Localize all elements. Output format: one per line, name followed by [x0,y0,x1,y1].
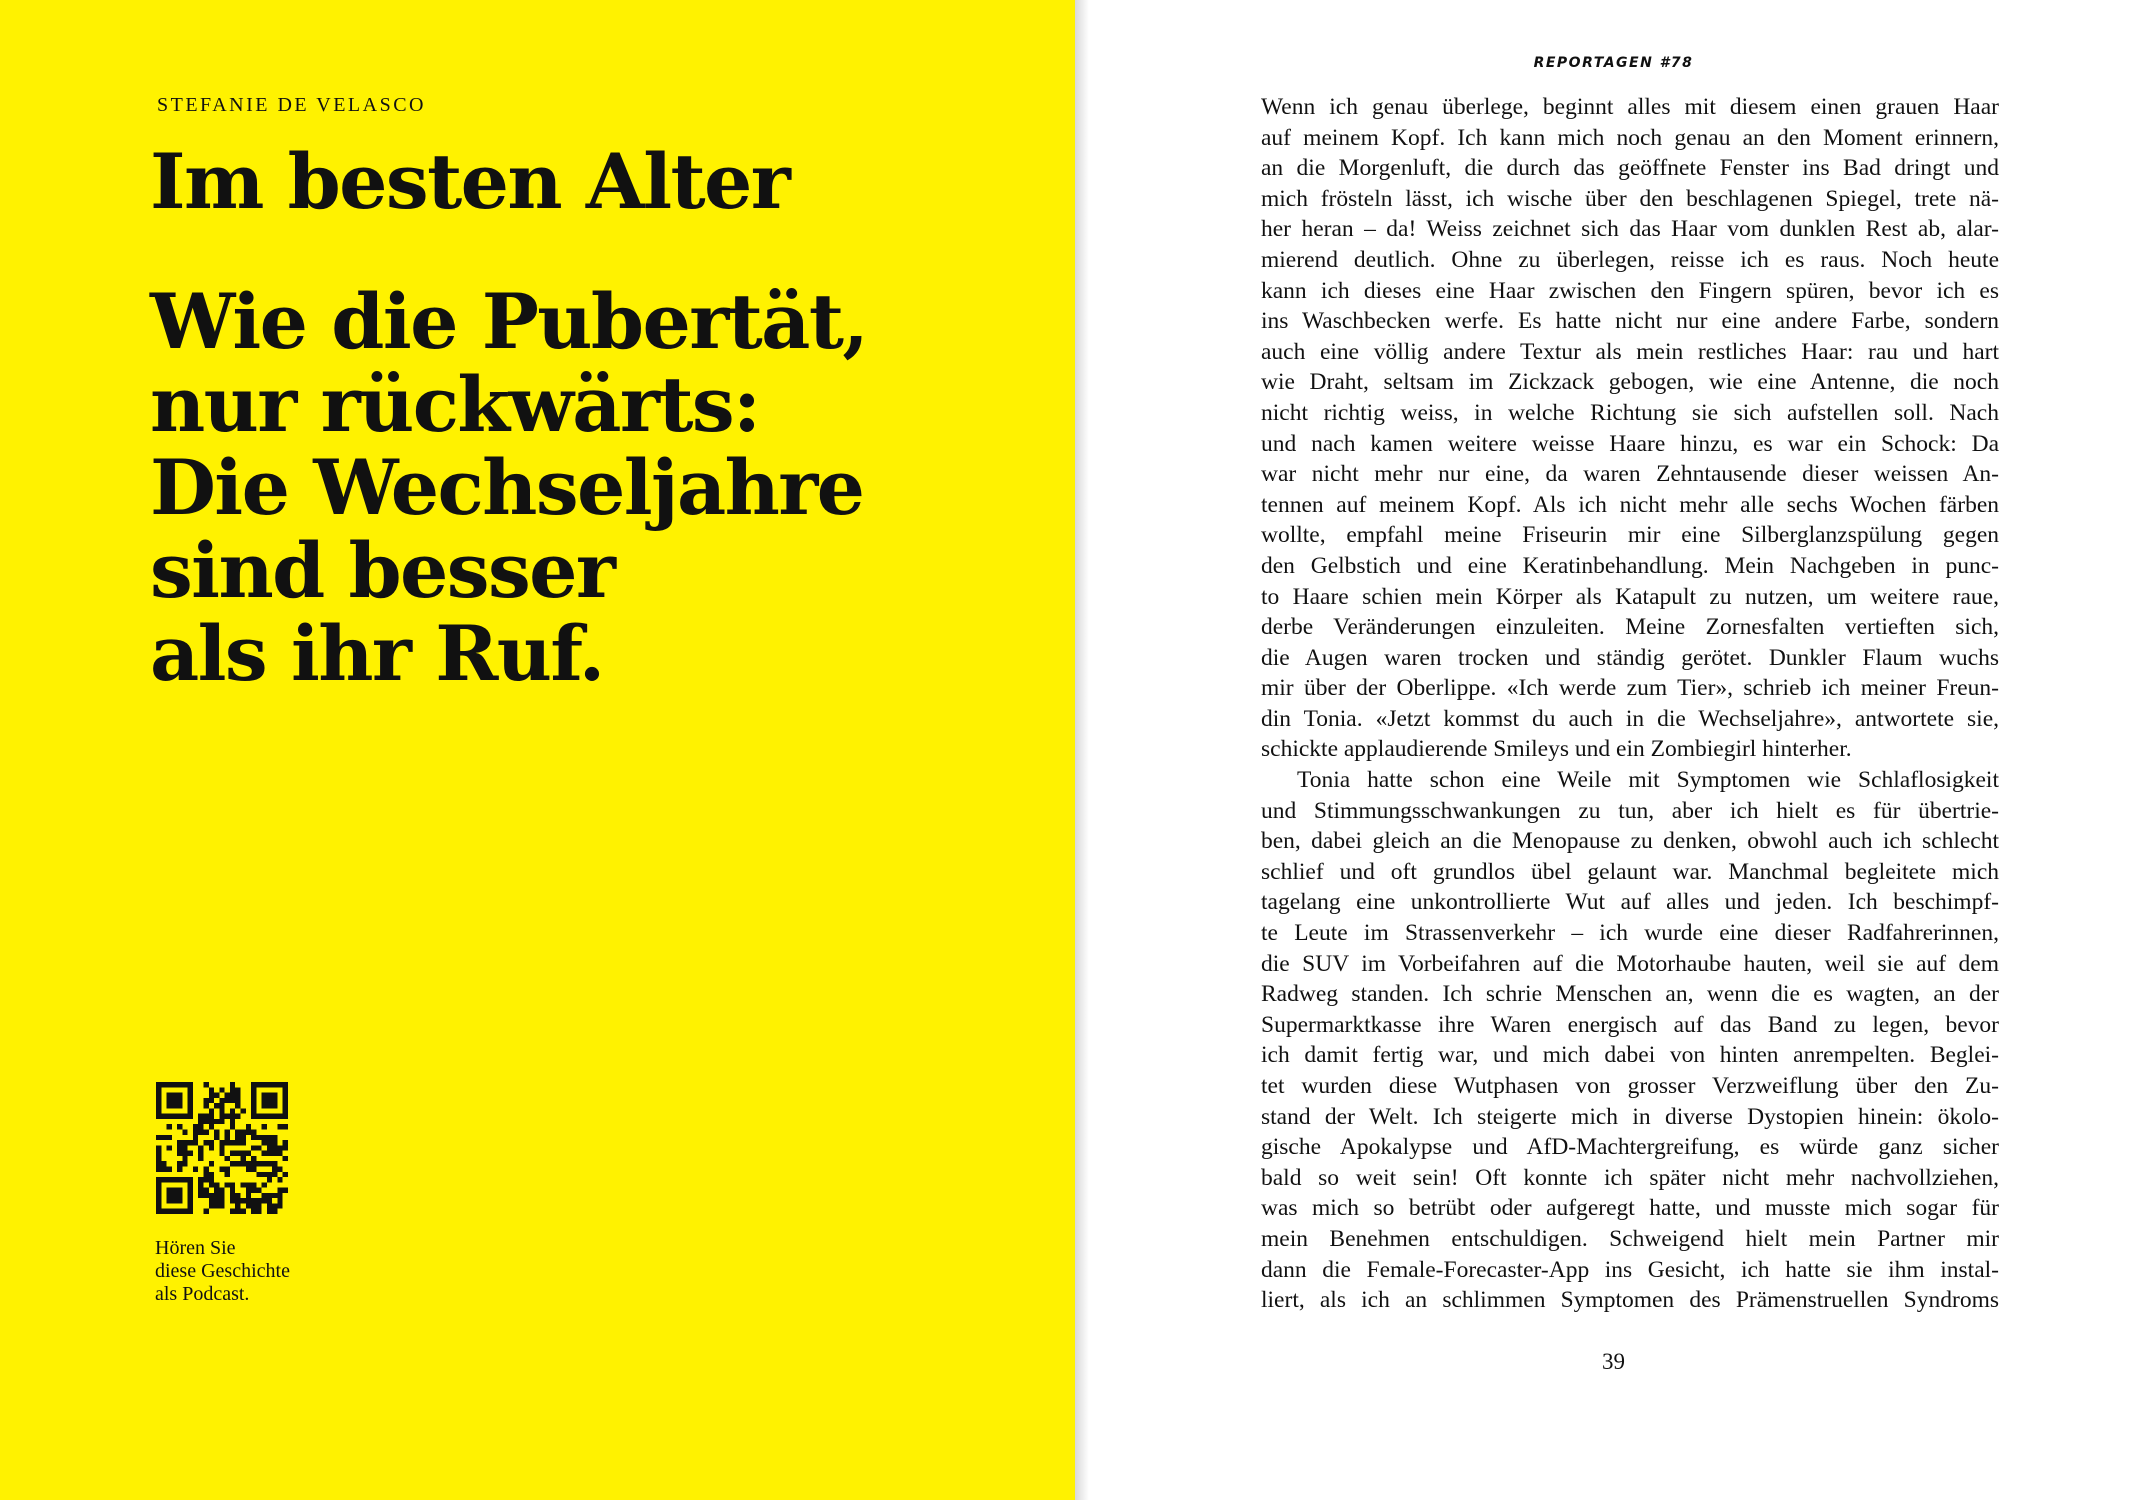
podcast-note-line: diese Geschichte [155,1260,290,1282]
body-line: mein Benehmen entschuldigen. Schweigend hielt mein Partner mir [1261,1225,1999,1252]
subtitle-line: sind besser [150,526,615,615]
body-line: Tonia hatte schon eine Weile mit Symptomen wie Schlaflosigkeit [1297,767,1999,794]
body-line: bald so weit sein! Oft konnte ich später nicht mehr nachvollziehen, [1261,1164,1999,1191]
body-line: tennen auf meinem Kopf. Als ich nicht mehr alle sechs Wochen färben [1261,491,1999,518]
body-line: dann die Female-Forecaster-App ins Gesicht, ich hatte sie ihm instal- [1261,1256,1999,1283]
author-name: STEFANIE DE VELASCO [157,94,426,116]
body-line: wollte, empfahl meine Friseurin mir eine Silberglanzspülung gegen [1261,522,1999,549]
body-line: nicht richtig weiss, in welche Richtung sie sich aufstellen soll. Nach [1261,399,1999,426]
body-line: gische Apokalypse und AfD-Machtergreifung, es würde ganz sicher [1261,1134,1999,1161]
subtitle-line: Die Wechseljahre [150,443,864,532]
body-line: tet wurden diese Wutphasen von grosser Verzweiflung über den Zu- [1261,1073,1999,1099]
podcast-note-line: Hören Sie [155,1237,236,1259]
body-line: die SUV im Vorbeifahren auf die Motorhaube hauten, weil sie auf dem [1261,950,1999,977]
body-line: und nach kamen weitere weisse Haare hinzu, es war ein Schock: Da [1261,430,1999,457]
body-line: liert, als ich an schlimmen Symptomen des Prämenstruellen Syndroms [1261,1287,1999,1314]
body-line: auch eine völlig andere Textur als mein restliches Haar: rau und hart [1261,338,1999,365]
body-line: din Tonia. «Jetzt kommst du auch in die Wechseljahre», antwortete sie, [1261,705,1999,732]
page-gutter [1075,0,1089,1500]
body-line: mierend deutlich. Ohne zu überlegen, reisse ich es raus. Noch heute [1261,246,1999,273]
article-body [1261,92,1999,1316]
article-subtitle [150,277,1050,698]
right-page [1075,0,2152,1500]
body-line: an die Morgenluft, die durch das geöffnete Fenster ins Bad dringt und [1261,155,1999,182]
body-line: mir über der Oberlippe. «Ich werde zum Tier», schrieb ich meiner Freun- [1261,675,1999,702]
body-line: die Augen waren trocken und ständig gerötet. Dunkler Flaum wuchs [1261,644,1999,671]
body-line: was mich so betrübt oder aufgeregt hatte, und musste mich sogar für [1261,1195,1999,1222]
body-line: te Leute im Strassenverkehr – ich wurde eine dieser Radfahrerinnen, [1261,920,1999,947]
body-line: Wenn ich genau überlege, beginnt alles mit diesem einen grauen Haar [1261,94,1999,120]
subtitle-line: nur rückwärts: [150,360,760,449]
body-line: schlief und oft grundlos übel gelaunt war. Manchmal begleitete mich [1261,858,1999,885]
body-line: derbe Veränderungen einzuleiten. Meine Zornesfalten vertieften sich, [1261,614,1999,641]
podcast-note-line: als Podcast. [155,1283,250,1305]
page-number: 39 [1602,1349,1625,1374]
body-line: den Gelbstich und eine Keratinbehandlung. Mein Nachgeben in punc- [1261,552,1999,579]
body-line: to Haare schien mein Körper als Katapult zu nutzen, um weitere raue, [1261,583,1999,610]
podcast-note [155,1237,290,1306]
qr-code-icon[interactable] [156,1082,288,1214]
left-page [0,0,1075,1500]
body-line: her heran – da! Weiss zeichnet sich das Haar vom dunklen Rest ab, alar- [1261,216,1999,243]
body-line: ben, dabei gleich an die Menopause zu denken, obwohl auch ich schlecht [1261,828,1999,855]
running-head: REPORTAGEN #78 [1533,55,1694,71]
body-line: ich damit fertig war, und mich dabei von hinten anrempelten. Beglei- [1261,1042,1999,1069]
body-line: ins Waschbecken werfe. Es hatte nicht nur eine andere Farbe, sondern [1261,308,1999,335]
body-line: wie Draht, seltsam im Zickzack gebogen, wie eine Antenne, die noch [1261,369,1999,396]
article-title: Im besten Alter [150,137,790,226]
body-line: schickte applaudierende Smileys und ein Zombiegirl hinterher. [1261,736,1852,763]
body-line: und Stimmungsschwankungen zu tun, aber ich hielt es für übertrie- [1261,797,1999,824]
body-line: kann ich dieses eine Haar zwischen den Fingern spüren, bevor ich es [1261,277,1999,304]
body-line: Supermarktkasse ihre Waren energisch auf das Band zu legen, bevor [1261,1011,1999,1038]
body-line: auf meinem Kopf. Ich kann mich noch genau an den Moment erinnern, [1261,124,1999,151]
body-line: war nicht mehr nur eine, da waren Zehntausende dieser weissen An- [1261,461,1999,488]
body-line: stand der Welt. Ich steigerte mich in diverse Dystopien hinein: ökolo- [1261,1103,1999,1130]
subtitle-line: Wie die Pubertät, [150,277,868,366]
body-line: mich frösteln lässt, ich wische über den beschlagenen Spiegel, trete nä- [1261,185,1999,212]
body-line: tagelang eine unkontrollierte Wut auf alles und jeden. Ich beschimpf- [1261,889,1999,916]
subtitle-line: als ihr Ruf. [150,609,604,698]
body-line: Radweg standen. Ich schrie Menschen an, wenn die es wagten, an der [1261,981,1999,1008]
